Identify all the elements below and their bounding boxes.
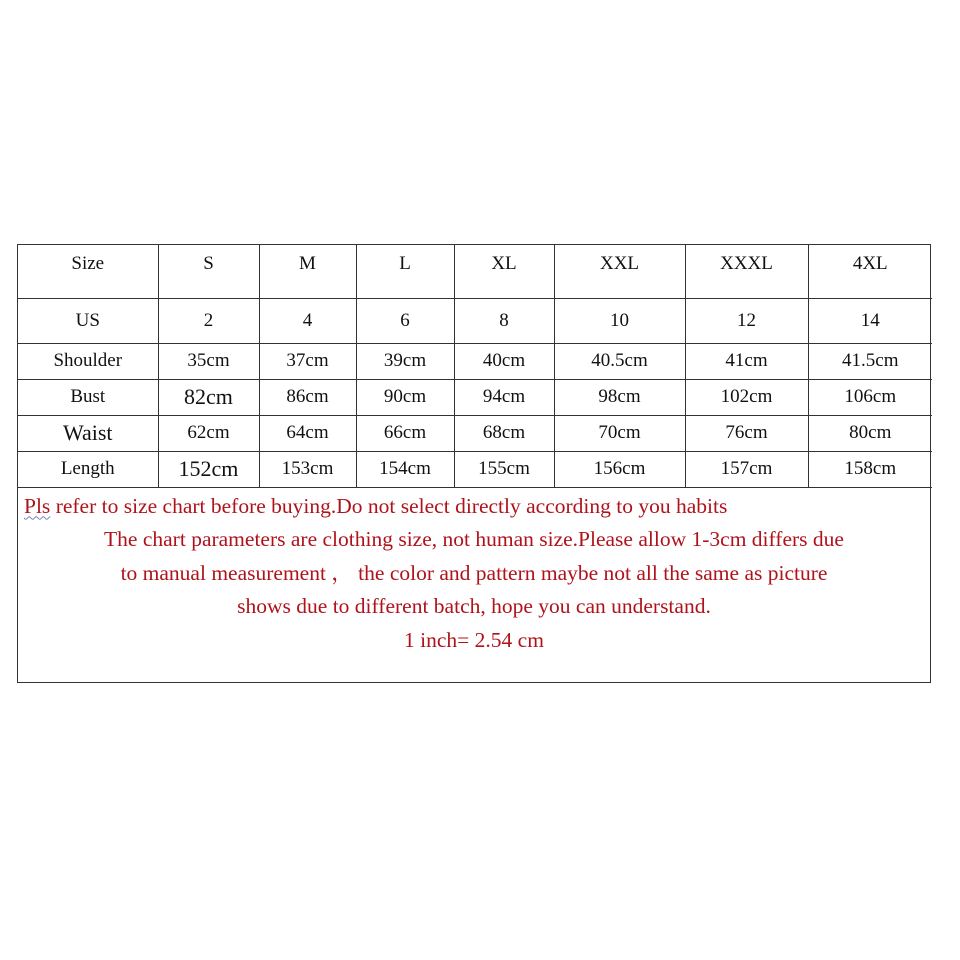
table-cell: 64cm: [259, 415, 356, 451]
table-cell: 98cm: [554, 379, 685, 415]
row-label: Bust: [18, 379, 158, 415]
table-row-shoulder: [18, 343, 932, 379]
table-cell: 155cm: [454, 451, 554, 487]
header-cell: 4XL: [808, 245, 932, 298]
note-line-1: [18, 490, 930, 524]
table-row-bust: [18, 379, 932, 415]
header-cell: XL: [454, 245, 554, 298]
table-cell: 39cm: [356, 343, 454, 379]
table-cell: 76cm: [685, 415, 808, 451]
row-label: Shoulder: [18, 343, 158, 379]
table-cell: 41cm: [685, 343, 808, 379]
table-cell: 2: [158, 298, 259, 343]
table-cell: 80cm: [808, 415, 932, 451]
table-cell: 41.5cm: [808, 343, 932, 379]
table-cell: 4: [259, 298, 356, 343]
note-line-1-text: refer to size chart before buying.Do not select directly according to you habits: [50, 493, 728, 518]
header-cell: L: [356, 245, 454, 298]
table-cell: 6: [356, 298, 454, 343]
table-cell: 62cm: [158, 415, 259, 451]
table-cell: 106cm: [808, 379, 932, 415]
row-label: US: [18, 298, 158, 343]
table-cell: 90cm: [356, 379, 454, 415]
table-cell: 154cm: [356, 451, 454, 487]
table-cell: 86cm: [259, 379, 356, 415]
table-cell: 40.5cm: [554, 343, 685, 379]
table-cell: 70cm: [554, 415, 685, 451]
note-line-3: to manual measurement ， the color and pattern maybe not all the same as picture: [120, 560, 828, 585]
table-row-us: [18, 298, 932, 343]
table-cell: 35cm: [158, 343, 259, 379]
header-cell: XXL: [554, 245, 685, 298]
table-cell: 152cm: [158, 451, 259, 487]
table-cell: 12: [685, 298, 808, 343]
table-cell: 10: [554, 298, 685, 343]
note-line-2: The chart parameters are clothing size, not human size.Please allow 1-3cm differs due: [104, 527, 844, 551]
table-cell: 68cm: [454, 415, 554, 451]
table-cell: 37cm: [259, 343, 356, 379]
header-cell: S: [158, 245, 259, 298]
header-cell: XXXL: [685, 245, 808, 298]
table-row-waist: [18, 415, 932, 451]
table-cell: 8: [454, 298, 554, 343]
table-cell: 157cm: [685, 451, 808, 487]
header-row: [18, 245, 932, 298]
table-cell: 158cm: [808, 451, 932, 487]
table-cell: 153cm: [259, 451, 356, 487]
header-cell: Size: [18, 245, 158, 298]
size-table: [18, 245, 932, 488]
size-chart: [17, 244, 931, 683]
table-cell: 66cm: [356, 415, 454, 451]
row-label: Length: [18, 451, 158, 487]
table-cell: 82cm: [158, 379, 259, 415]
size-note: [18, 488, 930, 658]
note-pls: Pls: [24, 493, 51, 518]
table-row-length: [18, 451, 932, 487]
header-cell: M: [259, 245, 356, 298]
note-conversion: 1 inch= 2.54 cm: [404, 627, 544, 652]
table-cell: 40cm: [454, 343, 554, 379]
table-cell: 102cm: [685, 379, 808, 415]
note-line-4: shows due to different batch, hope you can understand.: [237, 594, 711, 618]
table-cell: 156cm: [554, 451, 685, 487]
table-cell: 14: [808, 298, 932, 343]
row-label: Waist: [18, 415, 158, 451]
table-cell: 94cm: [454, 379, 554, 415]
